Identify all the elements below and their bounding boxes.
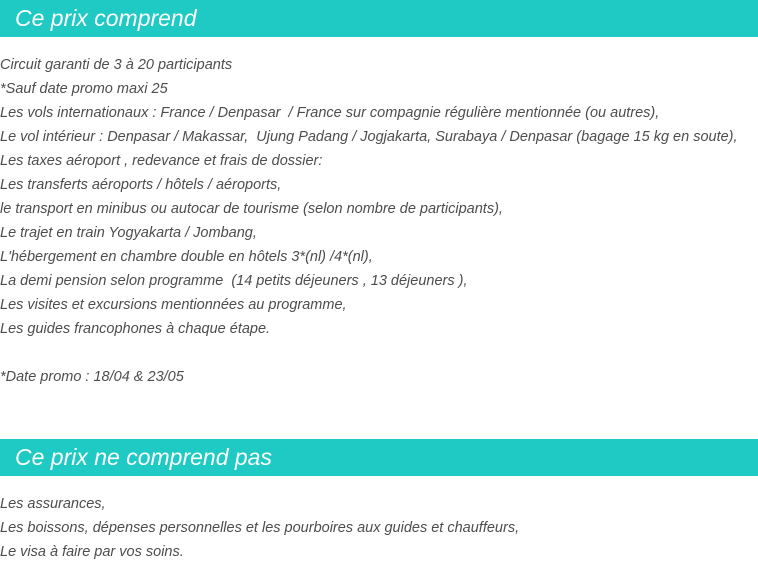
promo-date-note: *Date promo : 18/04 & 23/05 xyxy=(0,369,184,385)
list-item: Le visa à faire par vos soins. xyxy=(0,544,184,560)
included-list xyxy=(0,53,758,341)
list-item: Les boissons, dépenses personnelles et les pourboires aux guides et chauffeurs, xyxy=(0,520,520,536)
list-item: le transport en minibus ou autocar de tourisme (selon nombre de participants), xyxy=(0,201,503,217)
list-item: La demi pension selon programme (14 petits déjeuners , 13 déjeuners ), xyxy=(0,273,468,289)
list-item: Les taxes aéroport , redevance et frais de dossier: xyxy=(0,153,323,169)
list-item: Le trajet en train Yogyakarta / Jombang, xyxy=(0,225,257,241)
section-header-excluded: Ce prix ne comprend pas xyxy=(0,439,758,476)
list-item: Les assurances, xyxy=(0,496,106,512)
list-item: Les visites et excursions mentionnées au programme, xyxy=(0,297,347,313)
list-item: L'hébergement en chambre double en hôtels 3*(nl) /4*(nl), xyxy=(0,249,373,265)
section-header-included: Ce prix comprend xyxy=(0,0,758,37)
excluded-list xyxy=(0,492,758,564)
list-item: Les guides francophones à chaque étape. xyxy=(0,321,271,337)
list-item: Les vols internationaux : France / Denpasar / France sur compagnie régulière mentionnée (ou autres), xyxy=(0,105,660,121)
list-item: Les transferts aéroports / hôtels / aéroports, xyxy=(0,177,282,193)
list-item: Circuit garanti de 3 à 20 participants xyxy=(0,57,233,73)
list-item: Le vol intérieur : Denpasar / Makassar, Ujung Padang / Jogjakarta, Surabaya / Denpasar (bagage 15 kg en soute), xyxy=(0,129,738,145)
list-item: *Sauf date promo maxi 25 xyxy=(0,81,168,97)
